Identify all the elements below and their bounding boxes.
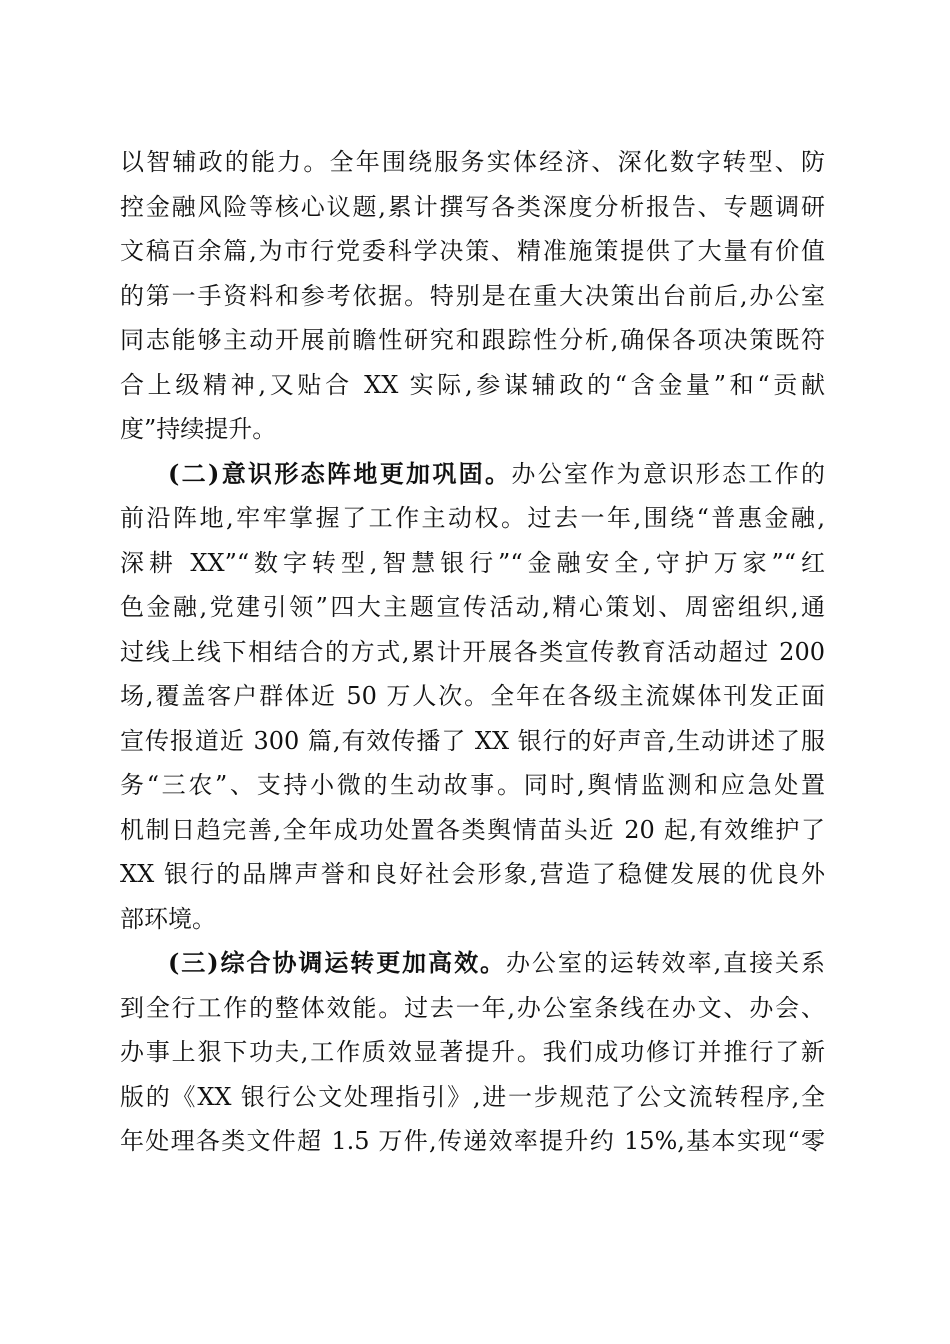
paragraph-line: 版的《XX 银行公文处理指引》,进一步规范了公文流转程序,全: [120, 1082, 825, 1111]
paragraph-line: 的第一手资料和参考依据。特别是在重大决策出台前后,办公室: [120, 281, 825, 310]
paragraph-line: 部环境。: [120, 904, 216, 933]
paragraph-line: 同志能够主动开展前瞻性研究和跟踪性分析,确保各项决策既符: [120, 326, 825, 354]
paragraph-line: 以智辅政的能力。全年围绕服务实体经济、深化数字转型、防: [120, 148, 825, 176]
paragraph-line: 度”持续提升。: [120, 415, 277, 443]
paragraph-line: 务“三农”、支持小微的生动故事。同时,舆情监测和应急处置: [120, 771, 825, 799]
paragraph-line: 深耕 XX”“数字转型,智慧银行”“金融安全,守护万家”“红: [120, 548, 825, 577]
paragraph-line: 文稿百余篇,为市行党委科学决策、精准施策提供了大量有价值: [120, 237, 825, 265]
paragraph-line: 年处理各类文件超 1.5 万件,传递效率提升约 15%,基本实现“零: [120, 1127, 825, 1155]
paragraph-text: 办公室的运转效率,直接关系: [505, 949, 825, 977]
paragraph-line: 控金融风险等核心议题,累计撰写各类深度分析报告、专题调研: [120, 192, 825, 221]
paragraph-line: XX 银行的品牌声誉和良好社会形象,营造了稳健发展的优良外: [120, 860, 825, 888]
paragraph-text: 办公室作为意识形态工作的: [511, 459, 825, 488]
document-body: [120, 140, 825, 1164]
section-heading-line: [120, 452, 825, 497]
paragraph-line: 过线上线下相结合的方式,累计开展各类宣传教育活动超过 200: [120, 637, 825, 666]
paragraph-line: 前沿阵地,牢牢掌握了工作主动权。过去一年,围绕“普惠金融,: [120, 504, 825, 532]
paragraph-line: 色金融,党建引领”四大主题宣传活动,精心策划、周密组织,通: [120, 593, 825, 621]
section-heading-2: (二)意识形态阵地更加巩固。: [168, 458, 512, 488]
section-heading-3: (三)综合协调运转更加高效。: [168, 948, 506, 977]
paragraph-line: 机制日趋完善,全年成功处置各类舆情苗头近 20 起,有效维护了: [120, 815, 825, 844]
paragraph-line: 办事上狠下功夫,工作质效显著提升。我们成功修订并推行了新: [120, 1038, 825, 1066]
section-heading-line: [120, 941, 825, 986]
paragraph-line: 宣传报道近 300 篇,有效传播了 XX 银行的好声音,生动讲述了服: [120, 726, 825, 755]
paragraph-line: 场,覆盖客户群体近 50 万人次。全年在各级主流媒体刊发正面: [120, 682, 825, 710]
paragraph-line: 到全行工作的整体效能。过去一年,办公室条线在办文、办会、: [120, 993, 825, 1022]
paragraph-line: 合上级精神,又贴合 XX 实际,参谋辅政的“含金量”和“贡献: [120, 370, 825, 399]
